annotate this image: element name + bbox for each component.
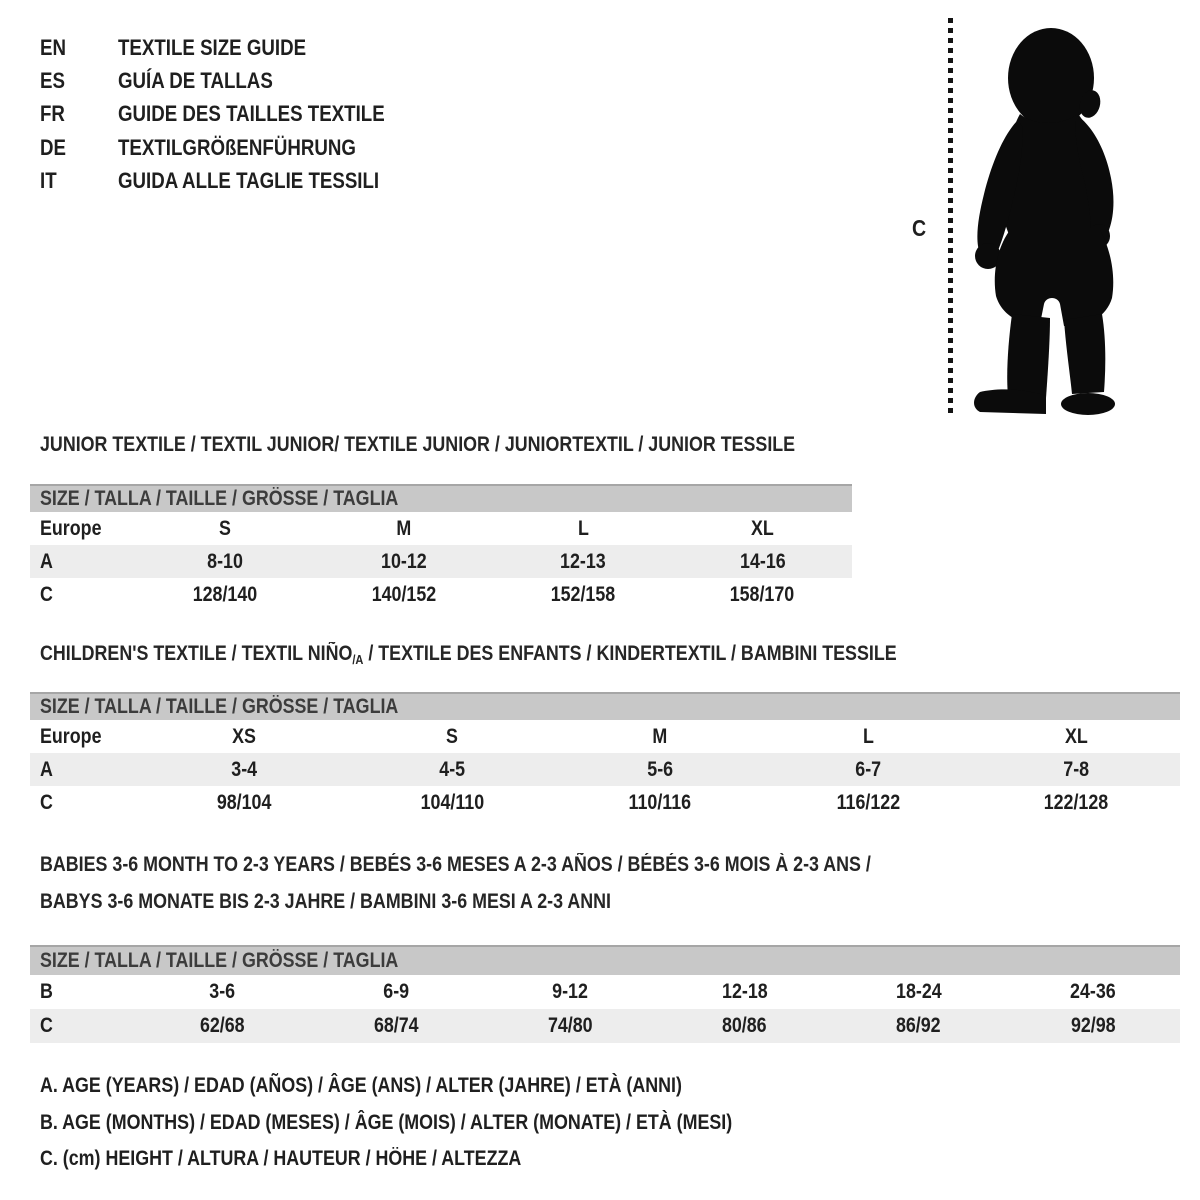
footnote-b: B. AGE (MONTHS) / EDAD (MESES) / ÂGE (MOIS) / ALTER (MONATE) / ETÀ (MESI) bbox=[40, 1110, 733, 1134]
height-value: 104/110 bbox=[420, 790, 484, 814]
age-value: 7-8 bbox=[1063, 757, 1089, 781]
babies-heading-line2: BABYS 3-6 MONATE BIS 2-3 JAHRE / BAMBINI 3-6 MESI A 2-3 ANNI bbox=[40, 890, 611, 913]
children-heading-text: CHILDREN'S TEXTILE / TEXTIL NIÑO/A / TEXTILE DES ENFANTS / KINDERTEXTIL / BAMBINI TESSILE bbox=[40, 642, 897, 667]
babies-table-size-header bbox=[30, 945, 1180, 975]
height-value: 152/158 bbox=[550, 582, 616, 606]
months-value: 12-18 bbox=[721, 980, 768, 1003]
row-label: A bbox=[40, 549, 53, 573]
table-row-europe bbox=[30, 512, 852, 545]
height-value: 122/128 bbox=[1043, 790, 1109, 814]
table-row-age bbox=[30, 753, 1180, 786]
height-value: 158/170 bbox=[730, 582, 795, 606]
age-value: 6-7 bbox=[855, 757, 881, 781]
age-value: 5-6 bbox=[647, 757, 673, 781]
table-row-age bbox=[30, 545, 852, 578]
nino-a-subscript: /A bbox=[352, 652, 364, 667]
junior-size-table bbox=[30, 484, 852, 611]
row-label: C bbox=[40, 790, 53, 814]
language-title: GUÍA DE TALLAS bbox=[118, 68, 273, 94]
language-code: IT bbox=[40, 168, 57, 194]
size-header-text: SIZE / TALLA / TAILLE / GRÖSSE / TAGLIA bbox=[40, 487, 399, 510]
toddler-silhouette-icon bbox=[966, 16, 1136, 418]
age-value: 4-5 bbox=[439, 757, 465, 781]
age-value: 14-16 bbox=[739, 549, 786, 573]
size-value: S bbox=[446, 724, 458, 748]
height-value: 62/68 bbox=[199, 1014, 245, 1037]
junior-section-heading bbox=[40, 433, 928, 457]
size-value: M bbox=[396, 516, 412, 540]
months-value: 6-9 bbox=[383, 980, 410, 1003]
language-code: ES bbox=[40, 68, 65, 94]
age-value: 10-12 bbox=[381, 549, 427, 573]
months-value: 3-6 bbox=[209, 980, 235, 1003]
table-row-height bbox=[30, 578, 852, 611]
months-value: 18-24 bbox=[895, 980, 942, 1003]
size-value: XL bbox=[750, 516, 774, 540]
height-value: 80/86 bbox=[722, 1014, 767, 1037]
babies-heading-line1: BABIES 3-6 MONTH TO 2-3 YEARS / BEBÉS 3-6 MESES A 2-3 AÑOS / BÉBÉS 3-6 MOIS À 2-3 ANS / bbox=[40, 853, 871, 876]
size-header-text: SIZE / TALLA / TAILLE / GRÖSSE / TAGLIA bbox=[40, 949, 399, 972]
language-row-fr bbox=[40, 98, 432, 131]
age-value: 8-10 bbox=[206, 549, 243, 573]
language-title-list bbox=[40, 31, 432, 198]
table-row-height bbox=[30, 786, 1180, 819]
height-value: 86/92 bbox=[896, 1014, 942, 1037]
language-code: DE bbox=[40, 134, 66, 160]
children-table-size-header bbox=[30, 692, 1180, 720]
language-code: EN bbox=[40, 34, 66, 60]
babies-section-heading bbox=[40, 846, 1018, 920]
children-size-table bbox=[30, 692, 1180, 819]
language-title: TEXTILGRÖßENFÜHRUNG bbox=[118, 134, 356, 160]
height-value: 116/122 bbox=[836, 790, 900, 814]
row-label: C bbox=[40, 1014, 53, 1037]
height-value: 110/116 bbox=[628, 790, 692, 814]
babies-size-table bbox=[30, 945, 1180, 1043]
row-label: Europe bbox=[40, 724, 102, 748]
footnote-a: A. AGE (YEARS) / EDAD (AÑOS) / ÂGE (ANS) / ALTER (JAHRE) / ETÀ (ANNI) bbox=[40, 1074, 682, 1097]
language-title: GUIDE DES TAILLES TEXTILE bbox=[118, 101, 385, 127]
language-code: FR bbox=[40, 101, 65, 127]
language-row-es bbox=[40, 64, 432, 97]
table-row-months bbox=[30, 975, 1180, 1009]
row-label: A bbox=[40, 757, 53, 781]
months-value: 9-12 bbox=[552, 980, 589, 1003]
row-label: C bbox=[40, 582, 53, 606]
age-value: 12-13 bbox=[560, 549, 606, 573]
language-row-it bbox=[40, 165, 432, 198]
row-label: Europe bbox=[40, 516, 102, 540]
height-value: 98/104 bbox=[216, 790, 272, 814]
height-value: 74/80 bbox=[548, 1014, 593, 1037]
language-row-en bbox=[40, 31, 432, 64]
table-row-europe bbox=[30, 720, 1180, 753]
children-section-heading bbox=[40, 642, 1048, 666]
language-title: GUIDA ALLE TAGLIE TESSILI bbox=[118, 168, 380, 194]
size-value: XL bbox=[1064, 724, 1088, 748]
height-value: 68/74 bbox=[373, 1014, 419, 1037]
language-title: TEXTILE SIZE GUIDE bbox=[118, 34, 307, 60]
row-label: B bbox=[40, 980, 53, 1003]
height-measure-label: C bbox=[912, 215, 927, 241]
junior-table-size-header bbox=[30, 484, 852, 512]
size-value: M bbox=[652, 724, 668, 748]
language-row-de bbox=[40, 131, 432, 164]
size-value: L bbox=[862, 724, 874, 748]
junior-heading-text: JUNIOR TEXTILE / TEXTIL JUNIOR/ TEXTILE JUNIOR / JUNIORTEXTIL / JUNIOR TESSILE bbox=[40, 433, 796, 456]
height-value: 92/98 bbox=[1070, 1014, 1116, 1037]
height-value: 140/152 bbox=[371, 582, 437, 606]
footnote-c: C. (cm) HEIGHT / ALTURA / HAUTEUR / HÖHE / ALTEZZA bbox=[40, 1147, 522, 1170]
footnote-legend bbox=[40, 1068, 854, 1178]
size-value: XS bbox=[232, 724, 256, 748]
height-value: 128/140 bbox=[192, 582, 257, 606]
size-value: L bbox=[577, 516, 589, 540]
months-value: 24-36 bbox=[1070, 980, 1116, 1003]
size-value: S bbox=[218, 516, 231, 540]
height-measure-dashed-line bbox=[948, 18, 953, 415]
age-value: 3-4 bbox=[231, 757, 257, 781]
size-header-text: SIZE / TALLA / TAILLE / GRÖSSE / TAGLIA bbox=[40, 695, 399, 718]
table-row-height bbox=[30, 1009, 1180, 1043]
